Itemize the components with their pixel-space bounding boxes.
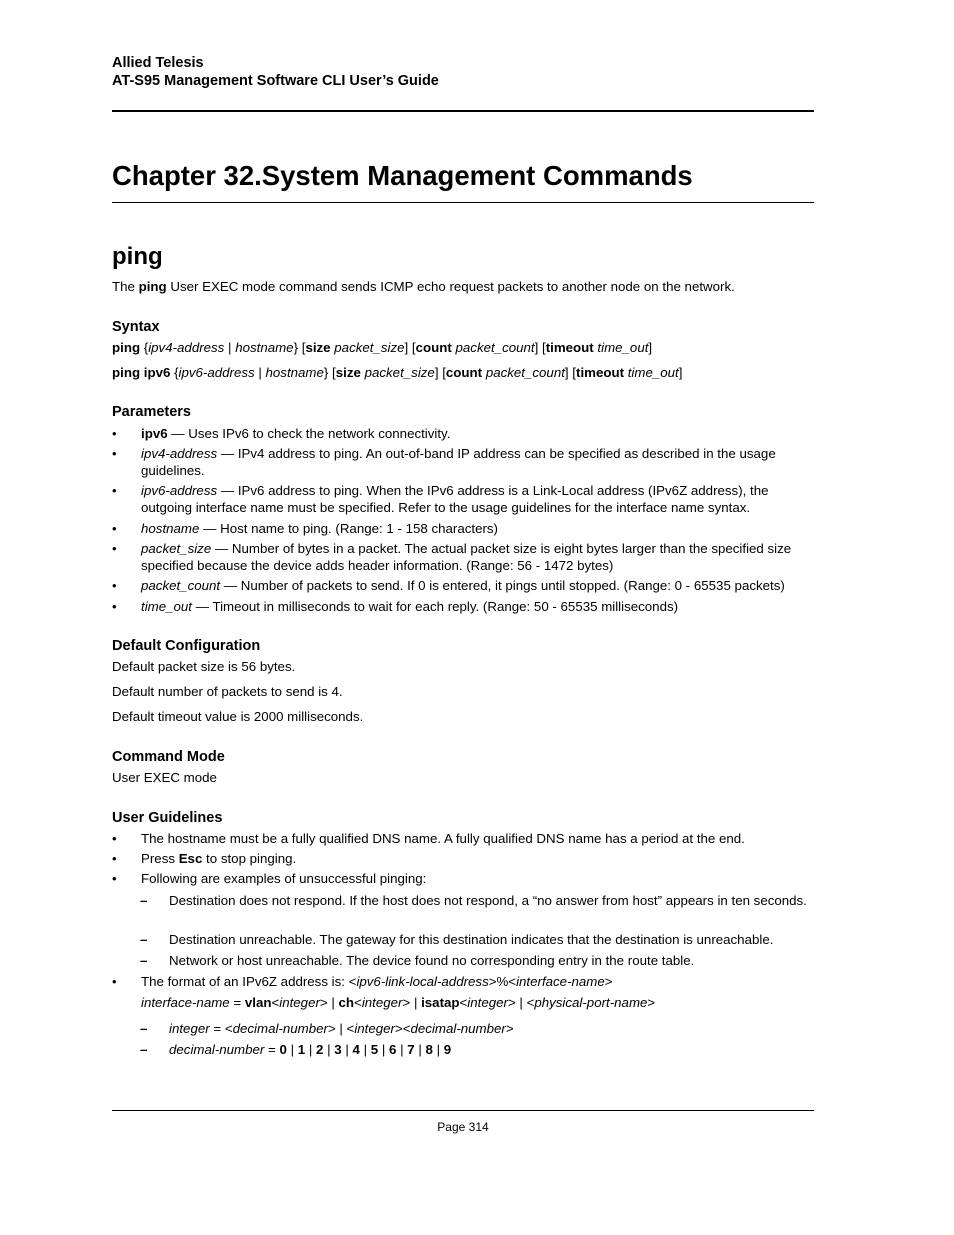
dash: – [140, 1021, 148, 1036]
bullet: • [112, 851, 117, 866]
syntax-heading: Syntax [112, 319, 160, 335]
default-config-heading: Default Configuration [112, 638, 261, 654]
bullet: • [112, 831, 117, 846]
bullet: • [112, 541, 117, 556]
command-description: The ping User EXEC mode command sends ICMP echo request packets to another node on the network. [112, 279, 735, 294]
default-config-line: Default timeout value is 2000 milliseconds. [112, 709, 364, 724]
command-mode-heading: Command Mode [112, 749, 225, 765]
dash: – [140, 932, 148, 947]
document-page: Allied Telesis AT-S95 Management Software CLI User’s Guide Chapter 32.System Management Commands ping The ping User EXEC mode command sends ICMP echo request packets to another node on the network. Syntax ping {ipv4-address | hostname} [size packet_size] [count packet_count] [timeout time_out] ping ipv6 {ipv6-address | hostname} [size packet_size] [count packet_count] [timeout time_out] Parameters • ipv6 — Uses IPv6 to check the network connectivity. • ipv4-address — IPv4 address to ping. An out-of-band IP address can be specified as described in the usage guidelines. • ipv6-address — IPv6 address to ping. When the IPv6 address is a Link-Local address (IPv6Z address), the outgoing interface name must be specified. Refer to the usage guidelines for the interface name syntax. • hostname — Host name to ping. (Range: 1 - 158 characters) • packet_size — Number of bytes in a packet. The actual packet size is eight bytes larger than the specified size specified because the device adds header information. (Range: 56 - 1472 bytes) • packet_count — Number of packets to send. If 0 is entered, it pings until stopped. (Range: 0 - 65535 packets) • time_out — Timeout in milliseconds to wait for each reply. (Range: 50 - 65535 milliseconds) Default Configuration Default packet size is 56 bytes. Default number of packets to send is 4. Default timeout value is 2000 milliseconds. Command Mode User EXEC mode User Guidelines • The hostname must be a fully qualified DNS name. A fully qualified DNS name has a period at the end. • Press Esc to stop pinging. • Following are examples of unsuccessful pinging: – Destination does not respond. If the host does not respond, a “no answer from host” appears in ten seconds. – Destination unreachable. The gateway for this destination indicates that the destination is unreachable. – Network or host unreachable. The device found no corresponding entry in the route table. • The format of an IPv6Z address is: <ipv6-link-local-address>%<interface-name> interface-name = vlan<integer> | ch<integer> | isatap<integer> | <physical-port-name> – integer = <decimal-number> | <integer><decimal-number> – decimal-number = 0 | 1 | 2 | 3 | 4 | 5 | 6 | 7 | 8 | 9 Page 314 [0, 0, 954, 1235]
user-guidelines-heading: User Guidelines [112, 810, 223, 826]
dash: – [140, 953, 148, 968]
bullet: • [112, 483, 117, 498]
command-title: ping [112, 243, 163, 270]
bullet: • [112, 871, 117, 886]
interface-name-syntax: interface-name = vlan<integer> | ch<integer> | isatap<integer> | <physical-port-name> [141, 995, 656, 1010]
page-number: Page 314 [437, 1120, 489, 1134]
header-company: Allied Telesis [112, 55, 204, 71]
syntax-line-ipv4: ping {ipv4-address | hostname} [size packet_size] [count packet_count] [timeout time_out] [112, 340, 653, 355]
chapter-rule [112, 202, 814, 203]
bullet: • [112, 426, 117, 441]
dash: – [140, 1042, 148, 1057]
bullet: • [112, 599, 117, 614]
bullet: • [112, 974, 117, 989]
bullet: • [112, 521, 117, 536]
bullet: • [112, 446, 117, 461]
bullet: • [112, 578, 117, 593]
dash: – [140, 893, 148, 908]
default-config-line: Default number of packets to send is 4. [112, 684, 343, 699]
footer-rule [112, 1110, 814, 1111]
parameters-heading: Parameters [112, 404, 191, 420]
header-rule [112, 110, 814, 112]
syntax-line-ipv6: ping ipv6 {ipv6-address | hostname} [size packet_size] [count packet_count] [timeout time_out] [112, 365, 683, 380]
chapter-title: Chapter 32.System Management Commands [112, 160, 693, 191]
command-mode-text: User EXEC mode [112, 770, 217, 785]
header-guide-title: AT-S95 Management Software CLI User’s Guide [112, 73, 439, 89]
default-config-line: Default packet size is 56 bytes. [112, 659, 296, 674]
